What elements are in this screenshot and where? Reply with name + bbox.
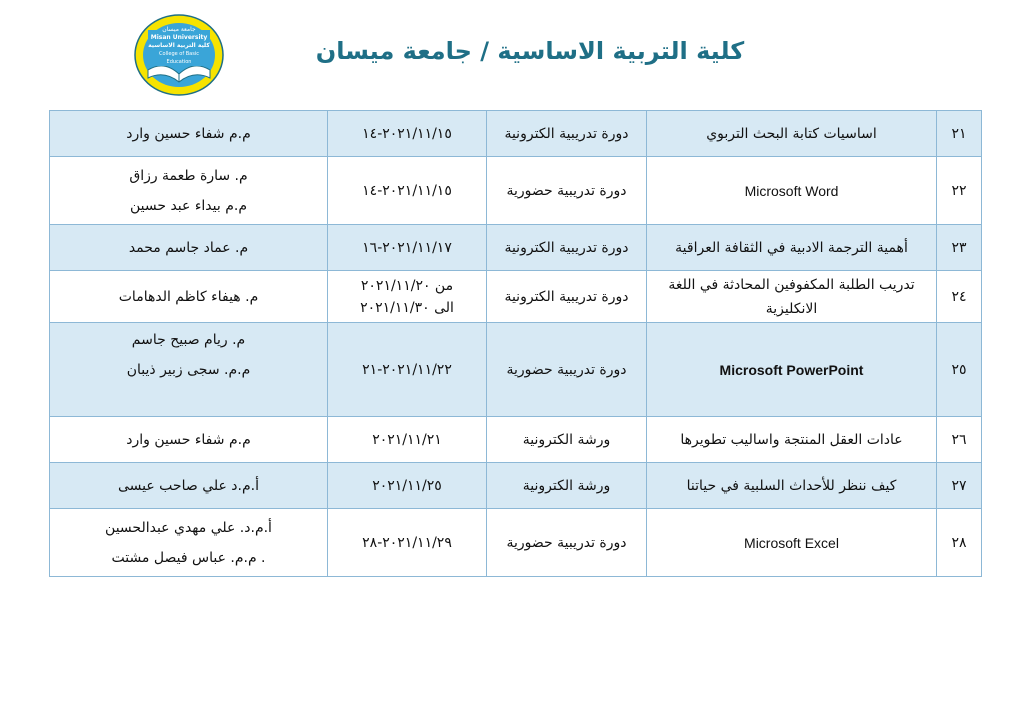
- table-row: [50, 157, 982, 225]
- table-row: [50, 509, 982, 577]
- presenters: [50, 157, 328, 225]
- presenter-name: م. سارة طعمة رزاق: [129, 167, 248, 184]
- logo-line-2: Misan University: [150, 34, 208, 41]
- row-number: ٢٣: [937, 225, 982, 271]
- course-title: كيف ننظر للأحداث السلبية في حياتنا: [647, 463, 937, 509]
- presenter-name: م.م شفاء حسين وارد: [126, 125, 251, 142]
- row-number: ٢٤: [937, 271, 982, 323]
- course-title: عادات العقل المنتجة واساليب تطويرها: [647, 417, 937, 463]
- logo-line-4: College of Basic Education: [159, 51, 199, 65]
- course-type: دورة تدريبية الكترونية: [487, 225, 647, 271]
- table-row: [50, 225, 982, 271]
- course-date: ٢٠٢١/١١/٢٩-٢٨: [328, 509, 487, 577]
- logo-line-1: جامعة ميسان: [162, 26, 196, 33]
- course-type: ورشة الكترونية: [487, 417, 647, 463]
- course-type: دورة تدريبية الكترونية: [487, 271, 647, 323]
- course-title: Microsoft Excel: [647, 509, 937, 577]
- course-date: ٢٠٢١/١١/٢٢-٢١: [328, 323, 487, 417]
- presenter-name: . م.م. عباس فيصل مشتت: [111, 549, 266, 566]
- table-row: [50, 417, 982, 463]
- course-type: ورشة الكترونية: [487, 463, 647, 509]
- course-date: [328, 271, 487, 323]
- presenters: [50, 417, 328, 463]
- presenters: [50, 111, 328, 157]
- presenter-name: أ.م.د علي صاحب عيسى: [118, 477, 259, 494]
- course-title: Microsoft PowerPoint: [647, 323, 937, 417]
- course-type: دورة تدريبية حضورية: [487, 157, 647, 225]
- presenter-name: م.م بيداء عبد حسين: [129, 197, 248, 214]
- row-number: ٢٥: [937, 323, 982, 417]
- presenter-name: م.م. سجى زبير ذيبان: [126, 362, 251, 378]
- course-title: أهمية الترجمة الادبية في الثقافة العراقية: [647, 225, 937, 271]
- date-to: الى ٢٠٢١/١١/٣٠: [360, 299, 454, 316]
- course-date: ٢٠٢١/١١/٢٥: [328, 463, 487, 509]
- presenter-name: م. ريام صبيح جاسم: [131, 332, 246, 348]
- course-title: اساسيات كتابة البحث التربوي: [647, 111, 937, 157]
- course-title: Microsoft Word: [647, 157, 937, 225]
- course-type: دورة تدريبية الكترونية: [487, 111, 647, 157]
- presenter-name: م. هيفاء كاظم الدهامات: [118, 288, 259, 305]
- page-title: كلية التربية الاساسية / جامعة ميسان: [315, 37, 745, 65]
- course-date: ٢٠٢١/١١/٢١: [328, 417, 487, 463]
- course-title: تدريب الطلبة المكفوفين المحادثة في اللغة الانكليزية: [647, 271, 937, 323]
- courses-table: [49, 110, 982, 577]
- row-number: ٢٦: [937, 417, 982, 463]
- course-date: ٢٠٢١/١١/١٧-١٦: [328, 225, 487, 271]
- table-row: [50, 463, 982, 509]
- date-from: من ٢٠٢١/١١/٢٠: [360, 277, 454, 294]
- row-number: ٢١: [937, 111, 982, 157]
- presenter-name: م.م شفاء حسين وارد: [126, 431, 251, 448]
- course-type: دورة تدريبية حضورية: [487, 323, 647, 417]
- row-number: ٢٨: [937, 509, 982, 577]
- presenters: [50, 323, 328, 417]
- table-row: [50, 323, 982, 417]
- presenter-name: م. عماد جاسم محمد: [128, 239, 249, 256]
- table-row: [50, 271, 982, 323]
- course-date: ٢٠٢١/١١/١٥-١٤: [328, 111, 487, 157]
- presenters: [50, 225, 328, 271]
- course-date: ٢٠٢١/١١/١٥-١٤: [328, 157, 487, 225]
- course-type: دورة تدريبية حضورية: [487, 509, 647, 577]
- row-number: ٢٢: [937, 157, 982, 225]
- presenter-name: أ.م.د. علي مهدي عبدالحسين: [105, 519, 272, 536]
- logo-line-3: كلية التربية الاساسية: [148, 42, 210, 49]
- presenters: [50, 509, 328, 577]
- presenters: [50, 271, 328, 323]
- table-row: [50, 111, 982, 157]
- row-number: ٢٧: [937, 463, 982, 509]
- presenters: [50, 463, 328, 509]
- logo-lettering: [148, 26, 210, 66]
